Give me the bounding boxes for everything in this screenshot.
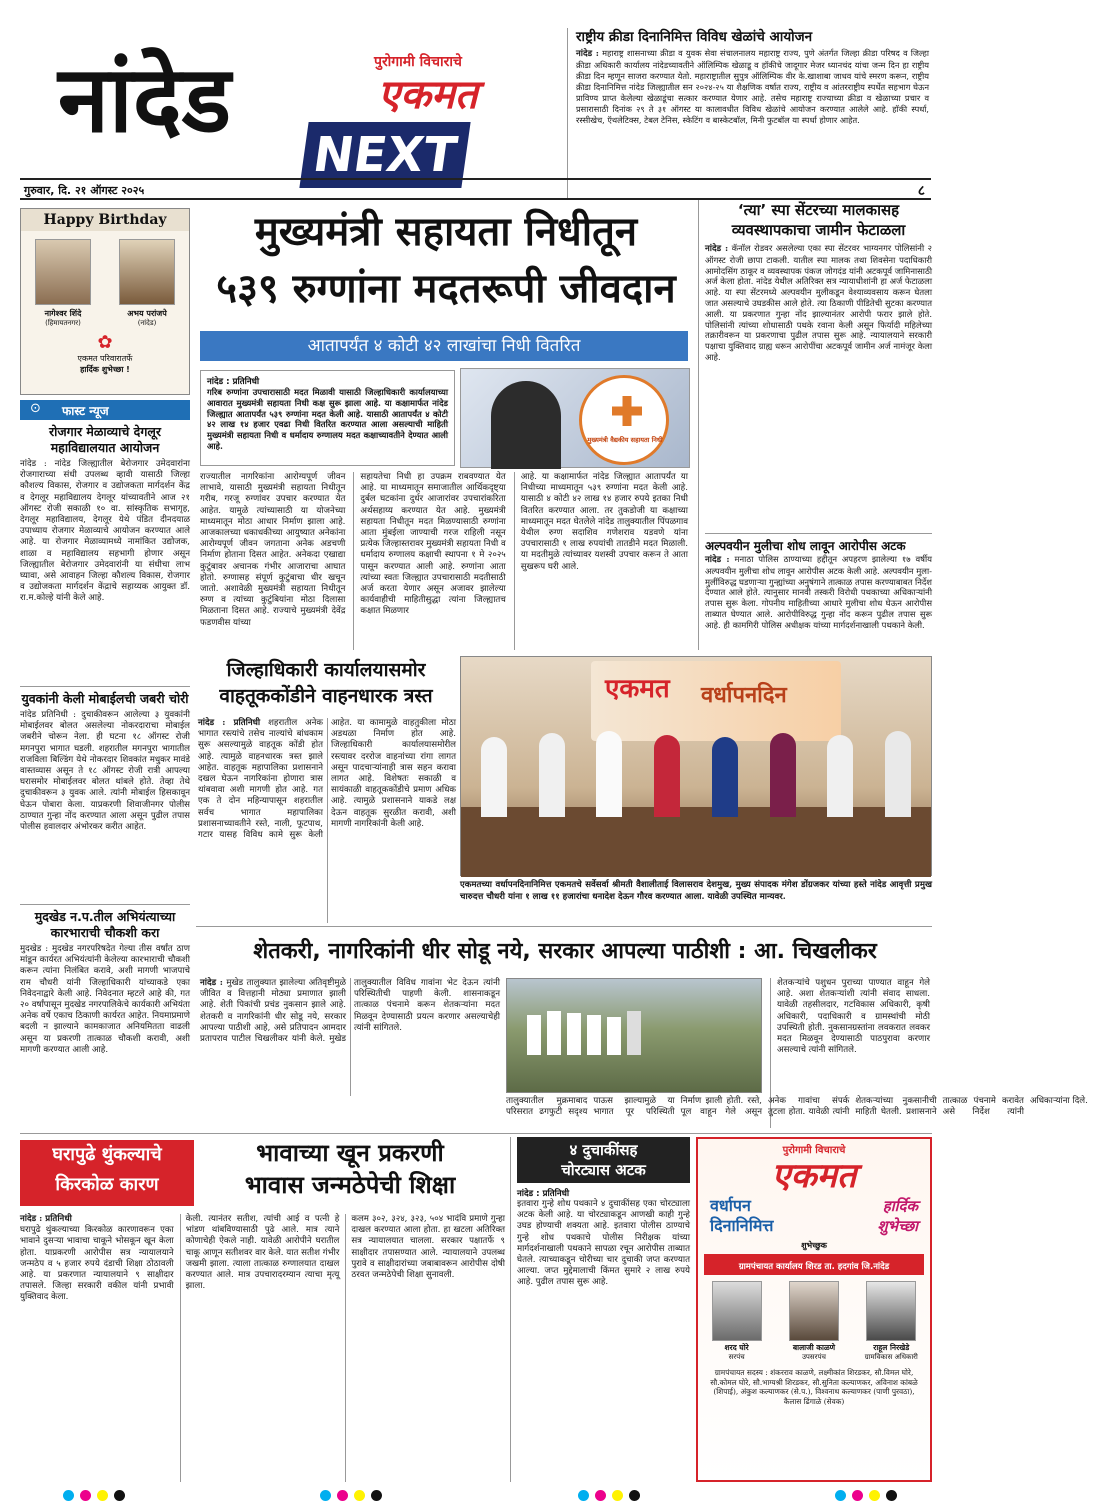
spit-headline-2: किरकोळ कारण [55, 1174, 159, 1195]
next-label: NEXT [309, 127, 461, 183]
person-figure [491, 381, 561, 469]
farmers-photo [506, 978, 762, 1093]
minor-headline: अल्पवयीन मुलीचा शोध लावून आरोपीस अटक [705, 539, 906, 553]
farmers-story [200, 978, 1088, 1128]
lead-body [200, 472, 688, 650]
lead-headline-2: ५३९ रुग्णांना मदतरूपी जीवदान [216, 266, 676, 312]
ad-brand: एकमत [771, 1156, 857, 1196]
spa-headline-1: ‘त्या’ स्पा सेंटरच्या मालकासह [737, 201, 900, 219]
ad-from: शुभेच्छुक [801, 1241, 827, 1250]
avatar [789, 1281, 839, 1341]
lead-headline [196, 204, 696, 332]
birthday-name: अभय परांजपे [127, 309, 167, 318]
farmers-col-2: तालुक्यातील मुक्रमाबाद परिसरात ढगफुटी सदृश्य पाऊस झाल्यामुळे या भागात पूर परिस्थिती निर्माण झाली होती. रस्ते, पूल वाहून गेले असून अनेक गावांचा संपर्क तुटला होता. यावेळी त्यांनी शेतकऱ्यांच्या नुकसानीची माहिती घेतली. प्रशासनाने तात्काळ पंचनामे करावेत असे निर्देश त्यांनी अधिकाऱ्यांना दिले. [506, 1096, 1088, 1118]
ad-person-role: उपसरपंच [802, 1353, 826, 1361]
bikes-byline: नांदेड : प्रतिनिधी [517, 1189, 570, 1199]
ad-org-bar [704, 1254, 924, 1275]
event-banner-brand: एकमत [605, 674, 670, 704]
avatar [866, 1281, 916, 1341]
bikes-story [510, 1137, 690, 1482]
news-body: नांदेड प्रतिनिधी : दुचाकीवरून आलेल्या ३ युवकांनी मोबाईलवर बोलत असलेल्या नोकरदाराचा मोबाईल जबरीने चोरून नेला. ही घटना १८ ऑगस्ट रोजी मगनपुरा भागात घडली. शहरातील मगनपुरा भागातील राजविला बिल्डिंग येथे नोकरदार शिवकांत मधुकर मावंडे वास्तव्यास असून ते १८ ऑगस्ट रोजी रात्री आपल्या घरासमोर मोबाईलवर बोलत थांबले होते. तेव्हा तेथे दुचाकीवरून ३ युवक आले. त्यांनी मोबाईल हिसकावून घेऊन पोबारा केला. याप्रकरणी शिवाजीनगर पोलीस ठाण्यात गुन्हा नोंद करण्यात आला असून पुढील तपास पोलीस हवालदार अंभोरकर करीत आहेत. [20, 710, 190, 833]
page-number: ८ [917, 183, 925, 199]
avatar [119, 239, 175, 305]
medical-aid-logo [579, 375, 669, 465]
sports-brief [567, 28, 929, 198]
lead-subhead: आतापर्यंत ४ कोटी ४२ लाखांचा निधी वितरित [307, 336, 581, 356]
masthead [22, 30, 567, 200]
ad-wish-2: शुभेच्छा [877, 1217, 918, 1235]
people-group [481, 727, 911, 817]
lead-col-1: राज्यातील नागरिकांना आरोग्यपूर्ण जीवन लाभावे, यासाठी मुख्यमंत्री सहायता निधीतून गरीब, गरजू रुग्णांवर उपचार करण्यात येत आहेत. यामुळे त्यांच्यासाठी या योजनेच्या माध्यमातून मोठा आधार निर्माण झाला आहे. आजकालच्या धकाधकीच्या आयुष्यात अनेकांना आरोग्यपूर्ण जीवन जगताना अनेक अडचणी निर्माण होताना दिसत आहेत. अनेकदा एखाद्या कुटुंबावर अचानक गंभीर आजाराचा आघात होतो. रुग्णासह संपूर्ण कुटुंबाचा धीर खचून जातो. अशावेळी मुख्यमंत्री सहायता निधीतून रुग्ण व त्यांच्या कुटुंबियांना मोठा दिलासा मिळताना दिसत आहे. राज्याचे मुख्यमंत्री देवेंद्र फडणवीस यांच्या [200, 472, 346, 628]
news-headline: मुदखेड न.प.तील अभियंत्याच्या कारभाराची चौकशी करा [34, 909, 176, 940]
lead-intro-box [200, 370, 455, 466]
birthday-place: (नांदेड) [137, 319, 157, 327]
birthday-wish-org: एकमत परिवारातर्फे [77, 354, 133, 363]
traffic-headline [196, 657, 456, 713]
news-body: नांदेड : नांदेड जिल्ह्यातील बेरोजगार उमेदवारांना रोजगाराच्या संधी उपलब्ध व्हावी यासाठी जिल्हा कौशल्य विकास, रोजगार व उद्योजकता मार्गदर्शन केंद्र व देगलूर महाविद्यालय देगलूर यांच्यावतीने आज २१ ऑगस्ट रोजी सकाळी १० वा. सांस्कृतिक सभागृह, देगलूर महाविद्यालय, देगलूर येथे पंडित दीनदयाळ उपाध्याय रोजगार मेळाव्याचे आयोजन करण्यात आले आहे. या रोजगार मेळाव्यामध्ये नामांकित उद्योजक, शाळा व महाविद्यालय सहभागी होणार असून जिल्ह्यातील बेरोजगार उमेदवारांनी या संधीचा लाभ घ्यावा, असे आवाहन जिल्हा कौशल्य विकास, रोजगार व उद्योजकता मार्गदर्शन केंद्राचे सहाय्यक आयुक्त डॉ. रा.म.कोल्हे यांनी केले आहे. [20, 459, 190, 604]
registration-marks [60, 1486, 900, 1500]
chevron-down-icon: ⊙ [30, 401, 41, 416]
lead-headline-1: मुख्यमंत्री सहायता निधीतून [254, 209, 638, 255]
ad-tagline: पुरोगामी विचाराचे [782, 1145, 846, 1156]
flower-icon: ✿ [97, 332, 113, 353]
birthday-name: नागेश्वर शिंदे [44, 309, 82, 318]
minor-body: नांदेड : मनाठा पोलिस ठाण्याच्या हद्दीतून अपहरण झालेल्या १७ वर्षीय अल्पवयीन मुलीचा शोध लावून आरोपीस अटक केली आहे. अल्पवयीन मुला-मुलींविरुद्ध घडणाऱ्या गुन्ह्यांच्या अनुषंगाने तात्काळ तपास करण्याबाबत निर्देश देण्यात आले होते. त्यानुसार मानवी तस्करी विरोधी पथकाच्या अधिकाऱ्यांनी तपास सुरू केला. गोपनीय माहितीच्या आधारे मुलीचा शोध घेऊन आरोपीस ताब्यात घेण्यात आले. आरोपीविरुद्ध गुन्हा नोंद करून पुढील तपास सुरू आहे. ही कामगिरी पोलिस अधीक्षक यांच्या मार्गदर्शनाखाली पथकाने केली. [705, 554, 932, 630]
spa-body: नांदेड : कॅनॉल रोडवर असलेल्या एका स्पा सेंटरवर भाग्यनगर पोलिसांनी २ ऑगस्ट रोजी छापा टाकली. यातील स्पा मालक तथा शिवसेना पदाधिकारी आमोदसिंग ठाकूर व व्यवस्थापक पंकज जोगदंड यांनी अटकपूर्व जामिनासाठी अर्ज केला होता. नांदेड येथील अतिरिक्त सत्र न्यायाधीशांनी हा अर्ज फेटाळला आहे. या स्पा सेंटरमध्ये अल्पवयीन मुलीकडून वेश्याव्यवसाय करून घेतला जात असल्याचे उघडकीस आले होते. त्या ठिकाणी पीडितेची सुटका करण्यात आली. या प्रकरणात गुन्हा नोंद झाल्यानंतर आरोपी फरार झाले होते. पोलिसांनी त्यांच्या शोधासाठी पथके रवाना केली असून फिर्यादी महिलेच्या तक्रारीवरून या प्रकरणाचा पुढील तपास सुरू आहे. न्यायालयाने सरकारी पक्षाचा युक्तिवाद ग्राह्य धरून आरोपींचा अटकपूर्व जामीन अर्ज नामंजूर केला आहे. [705, 243, 932, 362]
murder-col-2: कलम ३०२, ३२४, ३२३, ५०४ भादंवि प्रमाणे गुन्हा दाखल करण्यात आला होता. हा खटला अतिरिक्त सत्र न्यायालयात चालला. सरकार पक्षातर्फे ९ साक्षीदार तपासण्यात आले. न्यायालयाने उपलब्ध पुरावे व साक्षीदारांच्या जबाबावरून आरोपीस दोषी ठरवत जन्मठेपेची शिक्षा सुनावली. [345, 1214, 505, 1482]
farmers-col-1: नांदेड : मुखेड तालुक्यात झालेल्या अतिवृष्टीमुळे जीवित व वित्तहानी मोठ्या प्रमाणात झाली आहे. शेती पिकांची प्रचंड नुकसान झाले आहे. शेतकरी व नागरिकांनी धीर सोडू नये, सरकार आपल्या पाठीशी आहे, असे प्रतिपादन आमदार प्रतापराव पाटील चिखलीकर यांनी केले. मुखेड तालुक्यातील विविध गावांना भेट देऊन त्यांनी परिस्थितीची पाहणी केली. शासनाकडून तात्काळ पंचनामे करून शेतकऱ्यांना मदत मिळवून देण्यासाठी प्रयत्न करणार असल्याचेही त्यांनी सांगितले. [200, 978, 500, 1045]
sports-headline: राष्ट्रीय क्रीडा दिनानिमित्त विविध खेळांचे आयोजन [576, 29, 813, 45]
sports-body: नांदेड : महाराष्ट्र शासनाच्या क्रीडा व युवक सेवा संचालनालय महाराष्ट्र राज्य, पुणे अंतर्गत जिल्हा क्रीडा परिषद व जिल्हा क्रीडा अधिकारी कार्यालय नांदेडच्यावतीने ऑलिम्पिक खेळाडू व हॉकीचे जादूगार मेजर ध्यानचंद यांचा जन्म दिन हा राष्ट्रीय क्रीडा दिन म्हणून साजरा करण्यात येतो. महाराष्ट्रातील सुपुत्र ऑलिम्पिक वीर के.खाशाबा जाधव यांचे स्मरण करून, राष्ट्रीय क्रीडा दिनानिमित्त नांदेड जिल्ह्यातील सन २०२४-२५ या शैक्षणिक वर्षात राज्य, राष्ट्रीय व आंतरराष्ट्रीय स्पर्धेत सहभाग घेऊन प्राविण्य प्राप्त केलेल्या खेळाडूंचा सत्कार करण्यात येणार आहे. तसेच महाराष्ट्र राज्याच्या क्रीडा व खेळाच्या प्रचार व प्रसारासाठी दिनांक २९ ते ३१ ऑगस्ट या कालावधीत विविध खेळांचे आयोजन करण्यात आलेले आहे. हॉकी स्पर्धा, रस्सीखेच, ऍथलेटिक्स, टेबल टेनिस, स्केटिंग व बास्केटबॉल, मिनी फुटबॉल या स्पर्धा होणार आहेत. [576, 48, 929, 125]
lead-subhead-bar [200, 331, 688, 361]
ad-person [781, 1281, 847, 1362]
ad-person-name: राहूल निरखेडे [873, 1343, 910, 1352]
bikes-headline-2: चोरट्यास अटक [561, 1161, 646, 1179]
ad-wish-1: हार्दिक [882, 1197, 918, 1215]
ad-org: ग्रामपंचायत कार्यालय शिरड ता. हदगांव जि.नांदेड [738, 1262, 890, 1272]
ad-person [858, 1281, 924, 1362]
lead-col-2: सहायतेचा निधी हा उपक्रम राबवण्यात येत आहे. या माध्यमातून समाजातील आर्थिकदृष्ट्या दुर्बल घटकांना दुर्धर आजारांवर उपचारांकरिता अर्थसहाय्य करण्यात येत आहे. मुख्यमंत्री सहायता निधीतून मदत मिळण्यासाठी रुग्णांना आता मुंबईला जाण्याची गरज राहिली नसून प्रत्येक जिल्हास्तरावर मुख्यमंत्री सहायता निधी व धर्मादाय रुग्णालय कक्षाची स्थापना १ मे २०२५ पासून करण्यात आली आहे. रुग्णांना आता त्यांच्या स्वतः जिल्ह्यात उपचारासाठी मदतीसाठी अर्ज करता येणार असून अजावर झालेल्या कार्यवाहीची माहितीसुद्धा त्यांना जिल्ह्यातच कक्षात मिळणार [353, 472, 505, 650]
list-item [20, 424, 190, 682]
murder-story [20, 1214, 505, 1482]
avatar [712, 1281, 762, 1341]
right-column [698, 200, 932, 650]
birthday-wish: हार्दिक शुभेच्छा ! [80, 365, 130, 374]
ad-line-1: वर्धापन [710, 1196, 751, 1215]
spit-headline-1: घरापुढे थुंकल्याचे [52, 1144, 162, 1165]
spit-headline-box [20, 1140, 194, 1206]
birthday-place: (हिमायतनगर) [45, 319, 81, 327]
ad-person-role: ग्रामविकास अधिकारी [864, 1353, 918, 1361]
logo-text: मुख्यमंत्री वैद्यकीय सहायता निधी [587, 436, 663, 444]
masthead-brand: एकमत [378, 72, 478, 118]
birthday-box [20, 208, 190, 395]
masthead-title: नांदेड [58, 46, 231, 153]
ad-members: ग्रामपंचायत सदस्य : शंकरराव काळणे, लक्ष्मीकांत शिरडकर, सौ.विमल घोरे, सौ.कोमल घोरे, सौ.भाग्यश्री शिरडकर, सौ.सुनिता कल्याणकर, अविनाश कांबळे (शिपाई), अंकुश कल्याणकर (से.प.), विश्वनाथ कल्याणकर (पाणी पुरवठा), कैलास ढिंगाळे (सेवक) [710, 1368, 918, 1406]
ad-person-name: शरद घोरे [724, 1343, 749, 1352]
event-banner-text: वर्धापनदिन [701, 683, 787, 708]
ad-person-role: सरपंच [728, 1353, 745, 1361]
anniversary-ad [696, 1137, 932, 1482]
ad-line-2: दिनानिमित्त [710, 1216, 774, 1235]
lead-photo [460, 368, 690, 468]
news-body: मुदखेड : मुदखेड नगरपरिषदेत गेल्या तीस वर्षांत ठाण मांडून कार्यरत अभियंत्यांनी केलेल्या कारभाराची चौकशी करून त्यांना निलंबित करावे, अशी मागणी भाजपाचे राम चौधरी यांनी जिल्हाधिकारी यांच्याकडे एका निवेदनाद्वारे केली आहे. निवेदनात म्हटले आहे की, गत २० वर्षांपासून मुदखेड नगरपालिकेचे कार्यकारी अभियंता अनेक वर्षे एकाच ठिकाणी कार्यरत आहेत. नियमाप्रमाणे बदली न झाल्याने कामकाजात अनियमितता वाढली असून या प्रकरणी तात्काळ चौकशी करावी, अशी मागणी करण्यात आली आहे. [20, 944, 190, 1055]
masthead-tagline: पुरोगामी विचाराचे [374, 54, 462, 70]
birthday-person [112, 239, 182, 328]
avatar [35, 239, 91, 305]
issue-date: गुरुवार, दि. २१ ऑगस्ट २०२५ [24, 184, 145, 197]
bikes-headline-1: ४ दुचाकींसह [569, 1141, 638, 1159]
traffic-headline-2: वाहतूककोंडीने वाहनधारक त्रस्त [219, 685, 433, 707]
lead-col-3: आहे. या कक्षामार्फत नांदेड जिल्ह्यात आतापर्यंत या निधीच्या माध्यमातून ५३९ रुग्णांना मदत केली आहे. यासाठी ४ कोटी ४२ लाख १४ हजार रुपये इतका निधी वितरित करण्यात आला. तर तुकडोजी या कक्षाच्या माध्यमातून मदत घेतलेले नांदेड तालुक्यातील पिंपळगाव येथील रुग्ण सदाशिव गणेशराव यडवणे यांना उपचारासाठी १ लाख रुपयांची तातडीने मदत मिळाली. या मदतीमुळे त्यांच्यावर यशस्वी उपचार करून ते आता सुखरूप घरी आले. [514, 472, 688, 650]
fast-news-label: फास्ट न्यूज [62, 404, 109, 418]
bikes-body: इतवारा गुन्हे शोध पथकाने ४ दुचाकींसह एका चोरट्याला अटक केली आहे. या चोरट्याकडून आणखी काही गुन्हे उघड होण्याची शक्यता आहे. इतवारा पोलीस ठाण्याचे गुन्हे शोध पथकाचे पोलीस निरीक्षक यांच्या मार्गदर्शनाखाली पथकाने सापळा रचून आरोपीस ताब्यात घेतले. त्याच्याकडून चोरीच्या चार दुचाकी जप्त करण्यात आल्या. जप्त मुद्देमालाची किंमत सुमारे २ लाख रुपये आहे. पुढील तपास सुरू आहे. [517, 1199, 690, 1288]
murder-headline-1: भावाच्या खून प्रकरणी [256, 1139, 444, 1167]
farmers-col-3: शेतकऱ्यांचे पशुधन पुराच्या पाण्यात वाहून गेले आहे. अशा शेतकऱ्यांशी त्यांनी संवाद साधला. यावेळी तहसीलदार, गटविकास अधिकारी, कृषी अधिकारी, पदाधिकारी व ग्रामस्थांची मोठी उपस्थिती होती. नुकसानग्रस्तांना लवकरात लवकर मदत मिळवून देण्यासाठी पाठपुरावा करणार असल्याचे त्यांनी सांगितले. [770, 978, 930, 1128]
murder-headline-2: भावास जन्मठेपेची शिक्षा [244, 1171, 456, 1199]
lead-byline: नांदेड : प्रतिनिधी [207, 377, 260, 387]
murder-col-1: केली. त्यानंतर सतीश, त्यांची आई व पत्नी हे भांडण थांबविण्यासाठी पुढे आले. मात्र त्याने कोणाचेही ऐकले नाही. यावेळी आरोपीने घरातील चाकू आणून सतीशवर वार केले. यात सतीश गंभीर जखमी झाला. त्याला तात्काळ रुग्णालयात दाखल करण्यात आले. मात्र उपचारादरम्यान त्याचा मृत्यू झाला. [180, 1214, 340, 1482]
news-headline: रोजगार मेळाव्याचे देगलूर महाविद्यालयात आयोजन [49, 424, 161, 455]
traffic-headline-1: जिल्हाधिकारी कार्यालयासमोर [226, 659, 426, 681]
bikes-headline-box [517, 1137, 690, 1183]
list-item [20, 691, 190, 900]
birthday-person [28, 239, 98, 328]
birthday-title: Happy Birthday [21, 209, 189, 231]
ad-person [704, 1281, 770, 1362]
farmers-headline: शेतकरी, नागरिकांनी धीर सोडू नये, सरकार आपल्या पाठीशी : आ. चिखलीकर [253, 939, 877, 964]
event-photo [460, 656, 932, 876]
spa-headline-2: व्यवस्थापकाचा जामीन फेटाळला [731, 221, 906, 239]
stage [461, 807, 931, 877]
fast-news-bar [20, 400, 190, 420]
lead-intro: गरिब रुग्णांना उपचारासाठी मदत मिळावी यासाठी जिल्हाधिकारी कार्यालयाच्या आवारात मुख्यमंत्री सहायता निधी कक्ष सुरू झाला आहे. या कक्षामार्फत नांदेड जिल्ह्यात आतापर्यंत ५३९ रुग्णांना मदत केली आहे. यासाठी आतापर्यंत ४ कोटी ४२ लाख १४ हजार एवढा निधी वितरित करण्यात आला असल्याची माहिती मुख्यमंत्री सहायता निधी व धर्मादाय रुग्णालय मदत कक्षाच्यावतीने देण्यात आली आहे. [207, 387, 448, 451]
news-headline: युवकांनी केली मोबाईलची जबरी चोरी [21, 691, 189, 706]
date-bar [20, 178, 931, 200]
event-caption: एकमतच्या वर्धापनदिनानिमित्त एकमतचे सर्वेसर्वा श्रीमती वैशालीताई विलासराव देशमुख, मुख्य संपादक मंगेश डोंग्रजकर यांच्या हस्ते नांदेड आवृत्ती प्रमुख चारुदत्त चौधरी यांना १ लाख ११ हजारांचा धनादेश देऊन गौरव करण्यात आला. यावेळी उपस्थित मान्यवर. [460, 880, 932, 902]
traffic-body: नांदेड : प्रतिनिधी शहरातील अनेक भागात रस्त्यांचे तसेच नाल्यांचे बांधकाम सुरू असल्यामुळे वाहतूक कोंडी होत आहे. त्यामुळे वाहनधारक त्रस्त झाले आहेत. वाहतूक महापालिका प्रशासनाने दखल घेऊन नागरिकांना होणारा त्रास थांबवावा अशी मागणी होत आहे. गत एक ते दोन महिन्यापासून शहरातील सर्वच भागात महापालिका प्रशासनाच्यावतीने रस्ते, नाली, फूटपाथ, गटार यासह विविध कामे सुरू केली आहेत. या कामामुळे वाहतुकीला मोठा अडथळा निर्माण होत आहे. जिल्हाधिकारी कार्यालयासमोरील रस्त्यावर दररोज वाहनांच्या रांगा लागत असून पादचाऱ्यांनाही त्रास सहन करावा लागत आहे. विशेषतः सकाळी व सायंकाळी वाहतूककोंडीचे प्रमाण अधिक आहे. त्यामुळे प्रशासनाने याकडे लक्ष देऊन वाहतूक सुरळीत करावी, अशी मागणी नागरिकांनी केली आहे. [198, 718, 456, 841]
ad-person-name: बालाजी काळणे [792, 1343, 836, 1352]
murder-headline [200, 1137, 500, 1203]
spit-body: नांदेड : प्रतिनिधी घरापुढे थुंकल्याच्या किरकोळ कारणावरून एका भावाने दुसऱ्या भावाचा चाकूने भोसकून खून केला होता. याप्रकरणी आरोपीस सत्र न्यायालयाने जन्मठेप व ५ हजार रुपये दंडाची शिक्षा ठोठावली आहे. या प्रकरणात न्यायालयाने ९ साक्षीदार तपासले. जिल्हा सरकारी वकील यांनी प्रभावी युक्तिवाद केला. [20, 1214, 174, 1303]
